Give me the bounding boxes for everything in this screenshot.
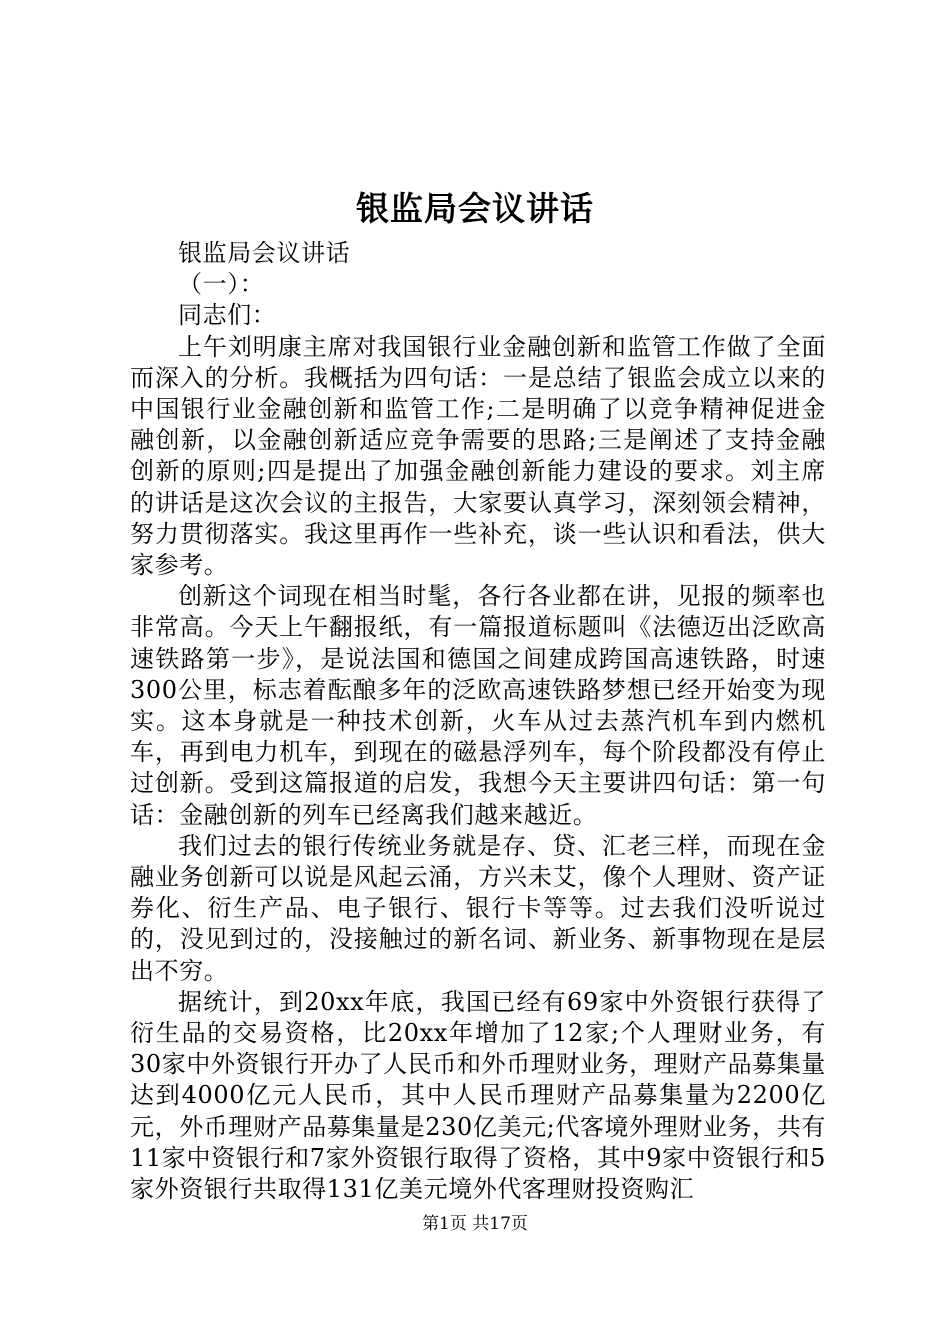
paragraph: 据统计，到20xx年底，我国已经有69家中外资银行获得了衍生品的交易资格，比20xx年增加了12家;个人理财业务，有30家中外资银行开办了人民币和外币理财业务，理财产品募集量达到4000亿元人民币，其中人民币理财产品募集量为2200亿元，外币理财产品募集量是230亿美元;代客境外理财业务，共有11家中资银行和7家外资银行取得了资格，其中9家中资银行和5家外资银行共取得131亿美元境外代客理财投资购汇 xyxy=(130,987,826,1204)
page-number-footer: 第1页 共17页 xyxy=(422,1214,528,1234)
paragraph: 上午刘明康主席对我国银行业金融创新和监管工作做了全面而深入的分析。我概括为四句话：一是总结了银监会成立以来的中国银行业金融创新和监管工作;二是明确了以竞争精神促进金融创新，以金融创新适应竞争需要的思路;三是阐述了支持金融创新的原则;四是提出了加强金融创新能力建设的要求。刘主席的讲话是这次会议的主报告，大家要认真学习，深刻领会精神，努力贯彻落实。我这里再作一些补充，谈一些认识和看法，供大家参考。 xyxy=(130,332,826,580)
paragraph-section-marker: （一）： xyxy=(178,270,265,299)
document-title: 银监局会议讲话 xyxy=(356,189,594,228)
document-body xyxy=(130,238,826,1205)
paragraph-salutation: 同志们： xyxy=(178,301,277,330)
paragraph-subtitle: 银监局会议讲话 xyxy=(178,239,351,267)
paragraph: 我们过去的银行传统业务就是存、贷、汇老三样，而现在金融业务创新可以说是风起云涌，方兴未艾，像个人理财、资产证券化、衍生产品、电子银行、银行卡等等。过去我们没听说过的，没见到过的，没接触过的新名词、新业务、新事物现在是层出不穷。 xyxy=(130,831,826,985)
paragraph: 创新这个词现在相当时髦，各行各业都在讲，见报的频率也非常高。今天上午翻报纸，有一篇报道标题叫《法德迈出泛欧高速铁路第一步》，是说法国和德国之间建成跨国高速铁路，时速300公里，标志着酝酿多年的泛欧高速铁路梦想已经开始变为现实。这本身就是一种技术创新，火车从过去蒸汽机车到内燃机车，再到电力机车，到现在的磁悬浮列车，每个阶段都没有停止过创新。受到这篇报道的启发，我想今天主要讲四句话：第一句话：金融创新的列车已经离我们越来越近。 xyxy=(130,582,826,829)
